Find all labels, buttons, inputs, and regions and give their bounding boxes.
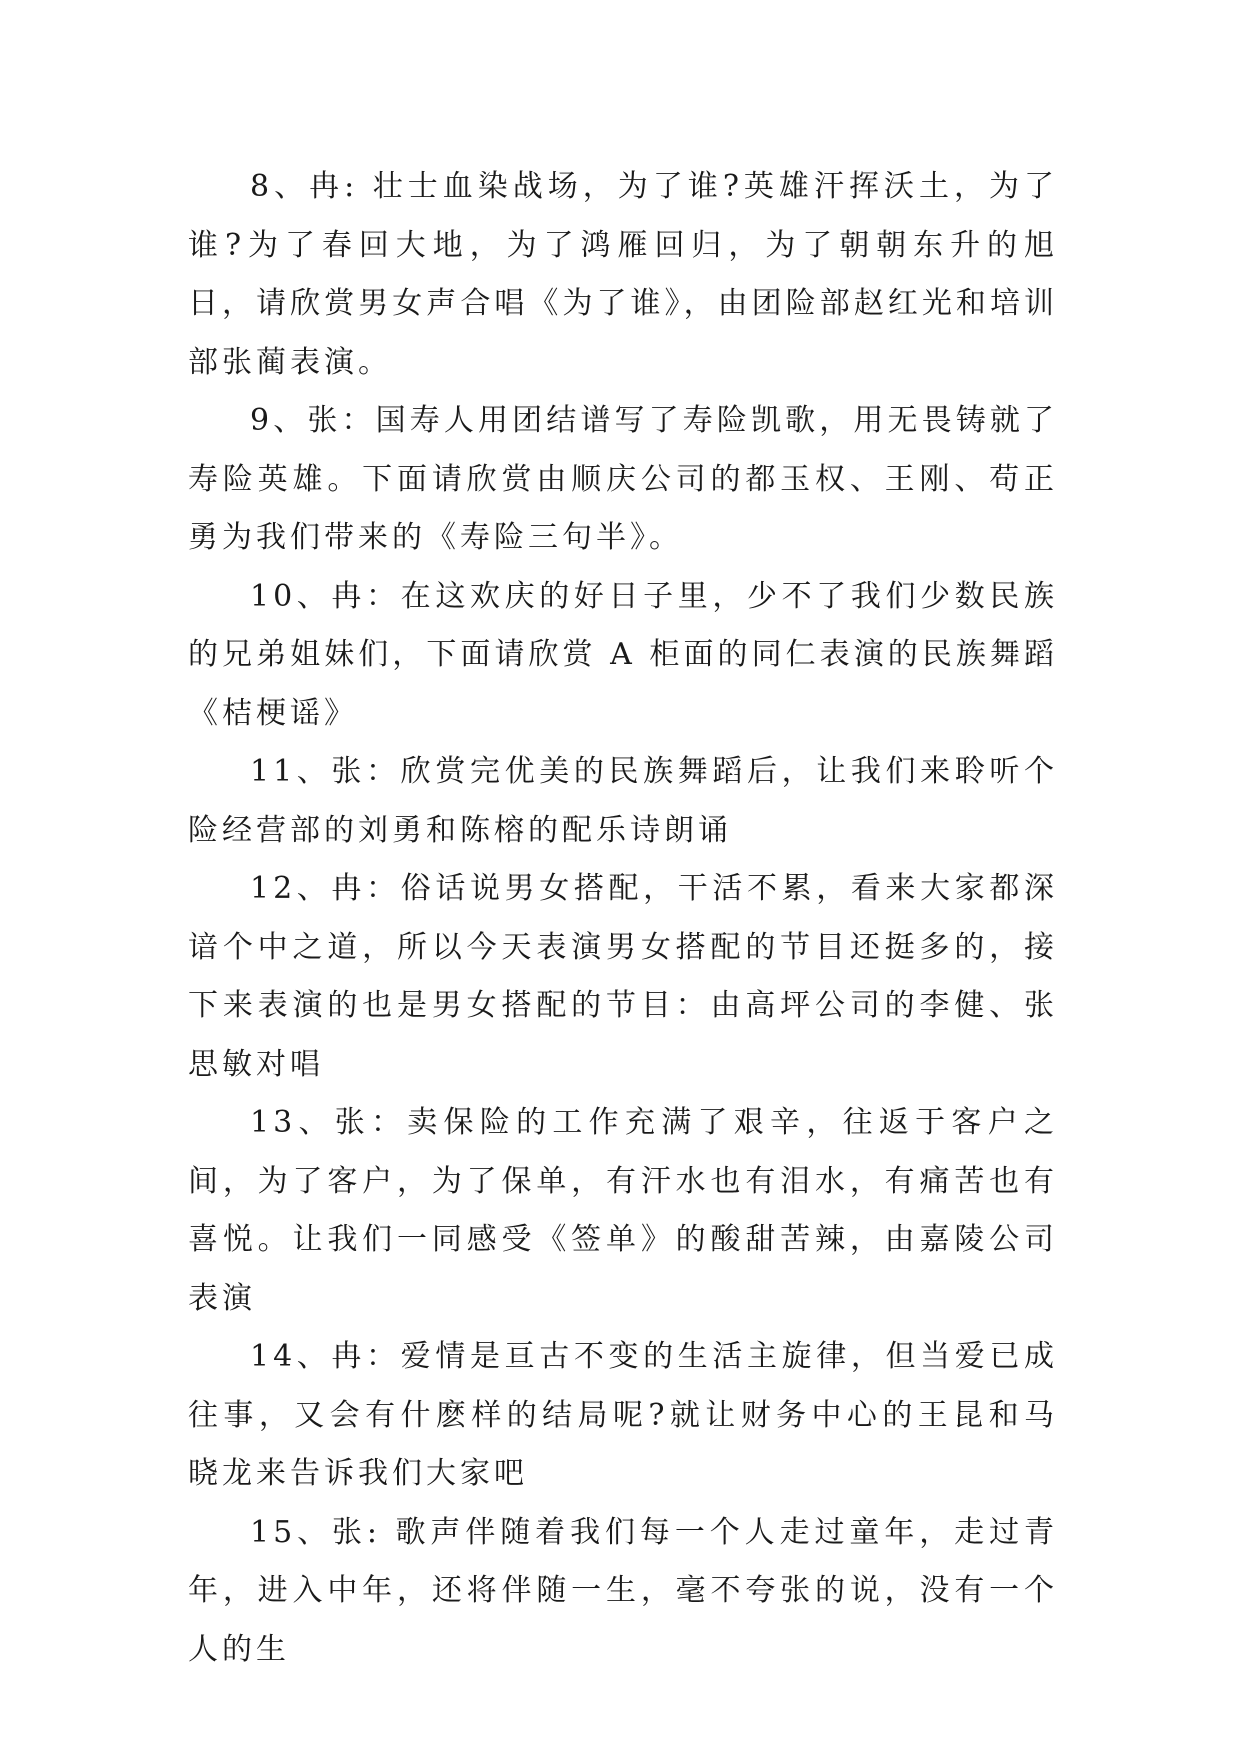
paragraph-8: 8、冉: 壮士血染战场，为了谁?英雄汗挥沃土，为了谁?为了春回大地，为了鸿雁回归，为了朝朝东升的旭日，请欣赏男女声合唱《为了谁》，由团险部赵红光和培训部张蔺表演。 [188,169,1058,380]
paragraph-11: 11、张：欣赏完优美的民族舞蹈后，让我们来聆听个险经营部的刘勇和陈榕的配乐诗朗诵 [188,754,1058,848]
paragraph-12: 12、冉：俗话说男女搭配，干活不累，看来大家都深谙个中之道，所以今天表演男女搭配的节目还挺多的，接下来表演的也是男女搭配的节目：由高坪公司的李健、张思敏对唱 [188,871,1058,1082]
paragraph-10: 10、冉：在这欢庆的好日子里，少不了我们少数民族的兄弟姐妹们，下面请欣赏 A 柜面的同仁表演的民族舞蹈《桔梗谣》 [188,578,1058,731]
paragraph-13: 13、张：卖保险的工作充满了艰辛，往返于客户之间，为了客户，为了保单，有汗水也有泪水，有痛苦也有喜悦。让我们一同感受《签单》的酸甜苦辣，由嘉陵公司表演 [188,1105,1058,1316]
paragraph-9: 9、张：国寿人用团结谱写了寿险凯歌，用无畏铸就了寿险英雄。下面请欣赏由顺庆公司的都玉权、王刚、苟正勇为我们带来的《寿险三句半》。 [188,403,1058,555]
paragraph-15: 15、张: 歌声伴随着我们每一个人走过童年，走过青年，进入中年，还将伴随一生，毫不夸张的说，没有一个人的生 [188,1514,1058,1667]
document-body [188,158,1058,1679]
paragraph-14: 14、冉：爱情是亘古不变的生活主旋律，但当爱已成往事，又会有什麽样的结局呢?就让财务中心的王昆和马晓龙来告诉我们大家吧 [188,1339,1058,1491]
